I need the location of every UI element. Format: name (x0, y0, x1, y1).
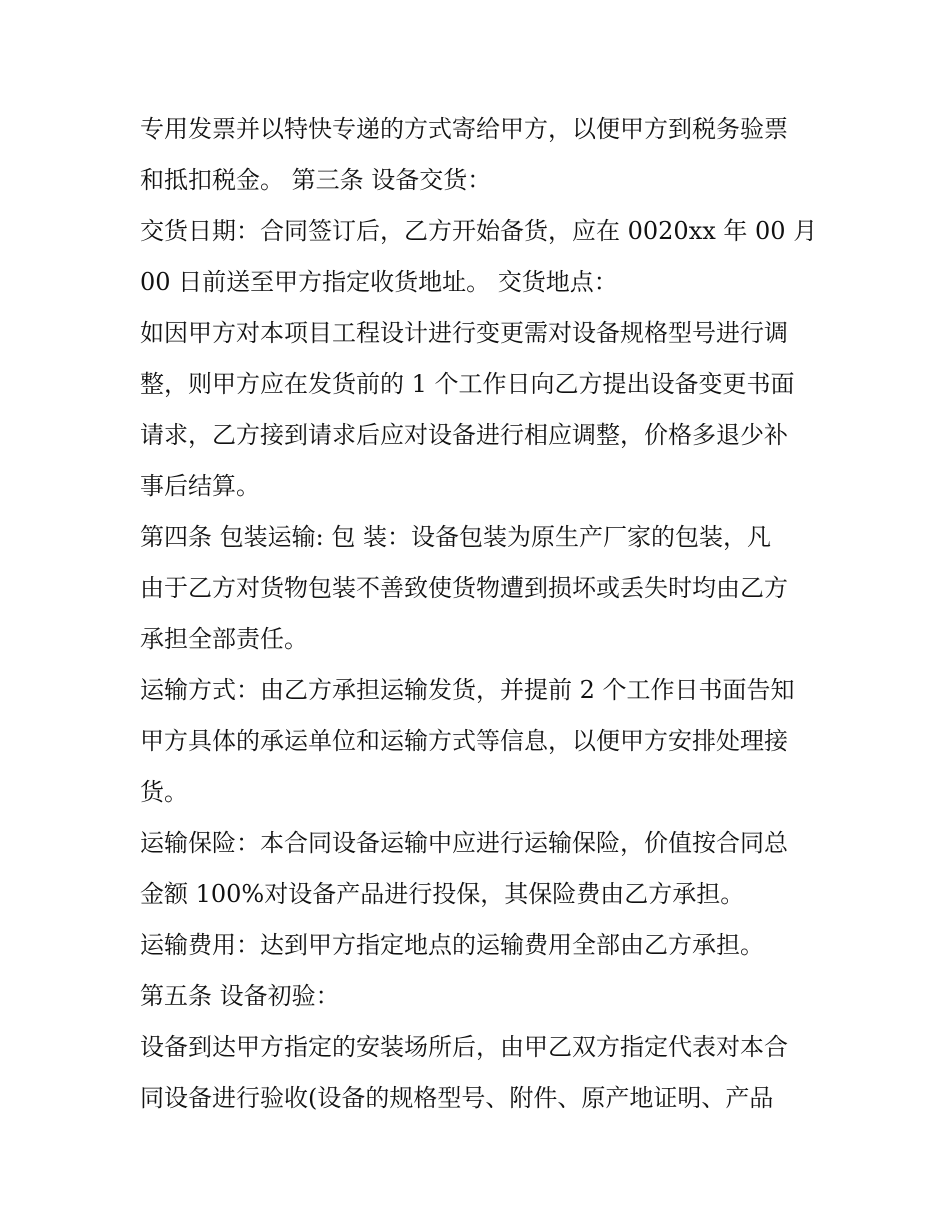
text-line: 专用发票并以特快专递的方式寄给甲方，以便甲方到税务验票 (140, 115, 788, 143)
text-line: 金额 100%对设备产品进行投保，其保险费由乙方承担。 (140, 880, 745, 908)
text-line: 交货日期：合同签订后，乙方开始备货，应在 0020xx 年 00 月 (140, 217, 818, 245)
text-line: 由于乙方对货物包装不善致使货物遭到损坏或丢失时均由乙方 (140, 574, 788, 602)
text-line: 设备到达甲方指定的安装场所后，由甲乙双方指定代表对本合 (140, 1033, 788, 1061)
text-line: 整，则甲方应在发货前的 1 个工作日向乙方提出设备变更书面 (140, 370, 795, 398)
text-line: 如因甲方对本项目工程设计进行变更需对设备规格型号进行调 (140, 319, 788, 347)
text-line: 请求，乙方接到请求后应对设备进行相应调整，价格多退少补 (140, 421, 788, 449)
text-line: 运输费用：达到甲方指定地点的运输费用全部由乙方承担。 (140, 931, 764, 959)
text-line: 承担全部责任。 (140, 625, 308, 653)
text-line: 第四条 包装运输: 包 装：设备包装为原生产厂家的包装，凡 (140, 523, 771, 551)
text-line: 第五条 设备初验： (140, 982, 340, 1010)
text-line: 和抵扣税金。 第三条 设备交货： (140, 166, 492, 194)
document-body (140, 104, 820, 1124)
text-line: 甲方具体的承运单位和运输方式等信息，以便甲方安排处理接 (140, 727, 788, 755)
text-line: 货。 (140, 778, 188, 806)
text-line: 事后结算。 (140, 472, 260, 500)
text-line: 运输方式：由乙方承担运输发货，并提前 2 个工作日书面告知 (140, 676, 795, 704)
text-line: 同设备进行验收(设备的规格型号、附件、原产地证明、产品 (140, 1084, 774, 1112)
text-line: 运输保险：本合同设备运输中应进行运输保险，价值按合同总 (140, 829, 788, 857)
text-line: 00 日前送至甲方指定收货地址。 交货地点： (140, 268, 618, 296)
